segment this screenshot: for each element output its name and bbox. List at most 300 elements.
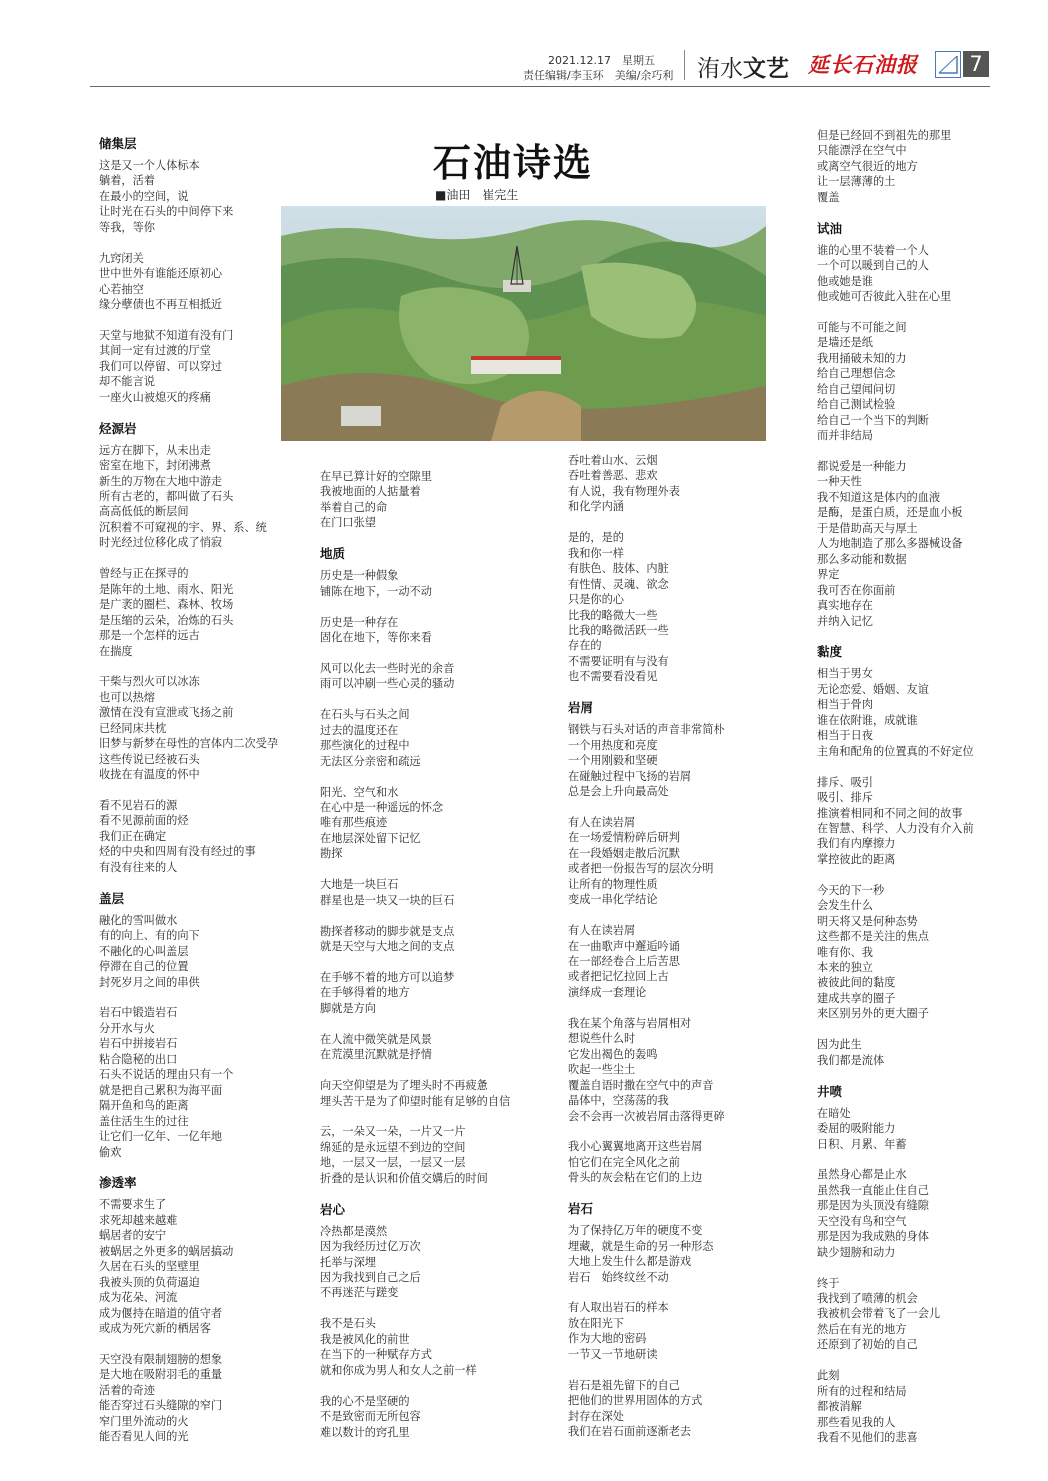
poem-stanza [99, 798, 279, 875]
poem-line: 因为此生 [817, 1038, 862, 1052]
oilfield-landscape-photo [281, 206, 766, 441]
poem-line: 作为大地的密码 [568, 1332, 647, 1346]
poem-line: 是大地在吸附羽毛的重量 [99, 1368, 223, 1382]
poem-title: 岩石 [568, 1201, 594, 1217]
poem-line: 就是天空与大地之间的支点 [320, 940, 455, 954]
poem-line: 在手够得着的地方 [320, 986, 410, 1000]
poem-title: 盖层 [99, 890, 125, 906]
poem-line: 在门口张望 [320, 516, 376, 530]
poem-title: 渗透率 [99, 1175, 137, 1191]
poem-line: 虽然身心都是止水 [817, 1168, 907, 1182]
poem-line: 掌控彼此的距离 [817, 852, 896, 866]
poem-line: 在人流中微笑就是风景 [320, 1032, 432, 1046]
poem-line: 会不会再一次被岩屑击落得更碎 [568, 1109, 725, 1123]
poem-line: 封死岁月之间的串供 [99, 975, 200, 989]
editor-credits: 责任编辑/李玉环 美编/余巧利 [523, 69, 674, 82]
poem-line: 人为地制造了那么多器械设备 [817, 537, 963, 551]
poem-stanza [320, 1224, 540, 1301]
poem-line: 那些看见我的人 [817, 1415, 896, 1429]
poem-line: 偷欢 [99, 1145, 122, 1159]
poem-column-4 [817, 128, 997, 1461]
section-name: 洧水文艺 [697, 56, 789, 82]
poem-line: 我们有内摩擦力 [817, 837, 896, 851]
poem-line: 历史是一种存在 [320, 615, 399, 629]
poem-line: 等我，等你 [99, 220, 155, 234]
poem-stanza [99, 674, 279, 782]
poem-line: 或成为死穴新的栖居客 [99, 1322, 211, 1336]
poem-line: 那么多动能和数据 [817, 552, 907, 566]
poem-line: 在一场爱情粉碎后研判 [568, 831, 680, 845]
poem-line: 岩石是祖先留下的自己 [568, 1378, 680, 1392]
poem-line: 云，一朵又一朵，一片又一片 [320, 1125, 466, 1139]
page-number: 7 [963, 51, 989, 77]
poem-line: 分开水与火 [99, 1021, 155, 1035]
poem-line: 看不见源前面的烃 [99, 814, 189, 828]
poem-line: 吞吐着山水、云烟 [568, 454, 658, 467]
poem-stanza [817, 1276, 997, 1353]
poem-title: 黏度 [817, 644, 843, 660]
poem-line: 比我的略微大一些 [568, 608, 658, 622]
poem-line: 在一段婚姻走散后沉默 [568, 846, 680, 860]
newspaper-logo: 延长石油报 [808, 52, 918, 77]
poem-line: 有人说，我有物理外表 [568, 484, 680, 498]
corner-mark-icon [935, 51, 961, 78]
poem-line: 固化在地下，等你来看 [320, 631, 432, 645]
poem-line: 天堂与地狱不知道有没有门 [99, 328, 234, 342]
poem-line: 勘探者移动的脚步就是支点 [320, 924, 455, 938]
poem-line: 我不是石头 [320, 1317, 376, 1331]
poem-stanza [568, 1378, 788, 1440]
poem-stanza [320, 615, 540, 646]
poem-line: 心若抽空 [99, 282, 144, 296]
poem-line: 被彼此间的黏度 [817, 976, 896, 990]
poem-line: 虽然我一直能止住自己 [817, 1183, 929, 1197]
poem-line: 把他们的世界用固体的方式 [568, 1394, 703, 1408]
poem-line: 停滞在自己的位置 [99, 960, 189, 974]
poem-line: 这些都不是关注的焦点 [817, 930, 929, 944]
poem-line: 它发出褐色的轰鸣 [568, 1047, 658, 1061]
poem-line: 活着的奇迹 [99, 1383, 155, 1397]
poem-line: 粘合隐秘的出口 [99, 1052, 178, 1066]
poem-line: 还原到了初始的自己 [817, 1338, 918, 1352]
poem-line: 那是一个怎样的远古 [99, 629, 200, 643]
poem-line: 变成一串化学结论 [568, 893, 658, 907]
poem-line: 给自己一个当下的判断 [817, 413, 929, 427]
poem-line: 然后在有光的地方 [817, 1322, 907, 1336]
poem-line: 有人在读岩屑 [568, 924, 636, 938]
poem-line: 就是把自己累积为海平面 [99, 1083, 223, 1097]
poem-line: 缺少翅膀和动力 [817, 1245, 896, 1259]
poem-line: 但是已经回不到祖先的那里 [817, 129, 952, 142]
poem-line: 骨头的灰会粘在它们的上边 [568, 1171, 703, 1185]
poem-line: 我们都是流体 [817, 1053, 885, 1067]
poem-line: 岩石中锻造岩石 [99, 1006, 178, 1020]
poem-line: 求死却越来越难 [99, 1213, 178, 1227]
poem-line: 不融化的心叫盖层 [99, 944, 189, 958]
poem-line: 却不能言说 [99, 375, 155, 389]
poem-line: 在当下的一种赋存方式 [320, 1348, 432, 1362]
poem-stanza [99, 328, 279, 405]
poem-line: 此刻 [817, 1369, 840, 1383]
poem-line: 都被消解 [817, 1400, 862, 1414]
poem-line: 其间一定有过渡的厅堂 [99, 344, 211, 358]
poem-line: 看不见岩石的源 [99, 799, 178, 813]
poem-line: 密室在地下，封闭沸煮 [99, 459, 211, 473]
poem-line: 界定 [817, 568, 840, 582]
poem-stanza [99, 1005, 279, 1160]
poem-line: 给自己理想信念 [817, 367, 896, 381]
poem-line: 天空没有鸟和空气 [817, 1214, 907, 1228]
poem-line: 时光经过位移化成了悄寂 [99, 536, 223, 550]
poem-line: 可能与不可能之间 [817, 320, 907, 334]
poem-line: 岩石 始终纹丝不动 [568, 1270, 669, 1284]
poem-line: 今天的下一秒 [817, 883, 885, 897]
poem-line: 终于 [817, 1276, 840, 1290]
poem-line: 相当于男女 [817, 667, 873, 681]
poem-line: 是广袤的圈栏、森林、牧场 [99, 598, 234, 612]
poem-line: 都说爱是一种能力 [817, 460, 907, 474]
poem-stanza [320, 877, 540, 908]
poem-title: 岩心 [320, 1201, 346, 1217]
poem-line: 难以数计的窍孔里 [320, 1425, 410, 1439]
poem-line: 他或她可否彼此入驻在心里 [817, 290, 952, 304]
poem-line: 主角和配角的位置真的不好定位 [817, 744, 974, 758]
poem-stanza [99, 1197, 279, 1336]
poem-line: 那些演化的过程中 [320, 739, 410, 753]
poem-column-3 [568, 453, 788, 1455]
poem-stanza [817, 1368, 997, 1445]
poem-line: 就和你成为男人和女人之前一样 [320, 1363, 477, 1377]
poem-line: 激情在没有宣泄或飞扬之前 [99, 706, 234, 720]
poem-stanza [568, 815, 788, 908]
poem-line: 因为我经历过亿万次 [320, 1240, 421, 1254]
poem-stanza [568, 1300, 788, 1362]
poem-line: 有性情、灵魂、欲念 [568, 577, 669, 591]
poem-line: 能否穿过石头缝隙的窄门 [99, 1399, 223, 1413]
poem-line: 这是又一个人体标本 [99, 159, 200, 172]
poem-line: 演绎成一套理论 [568, 985, 647, 999]
poem-line: 我小心翼翼地离开这些岩屑 [568, 1140, 703, 1154]
poem-line: 远方在脚下，从未出走 [99, 443, 211, 457]
poem-line: 冷热都是漠然 [320, 1224, 388, 1238]
poem-line: 而并非结局 [817, 429, 873, 443]
article-title: 石油诗选 [433, 141, 594, 185]
poem-line: 一个用刚毅和坚硬 [568, 754, 658, 768]
poem-line: 岩石中拼接岩石 [99, 1037, 178, 1051]
poem-line: 唯有你、我 [817, 945, 873, 959]
poem-line: 大地上发生什么都是游戏 [568, 1255, 692, 1269]
poem-line: 新生的万物在大地中游走 [99, 474, 223, 488]
poem-line: 或者把记忆拉回上古 [568, 970, 669, 984]
poem-line: 在手够不着的地方可以追梦 [320, 970, 455, 984]
poem-line: 让所有的物理性质 [568, 877, 658, 891]
poem-stanza [817, 243, 997, 305]
poem-stanza [320, 1316, 540, 1378]
poem-line: 是的，是的 [568, 531, 624, 545]
poem-line: 雨可以冲刷一些心灵的骚动 [320, 677, 455, 691]
poem-line: 过去的温度还在 [320, 723, 399, 737]
poem-line: 不需要求生了 [99, 1198, 167, 1212]
poem-line: 那是因为我成熟的身体 [817, 1230, 929, 1244]
poem-stanza [320, 707, 540, 769]
poem-line: 他或她是谁 [817, 274, 873, 288]
poem-line: 相当于日夜 [817, 729, 873, 743]
poem-line: 窄门里外流动的火 [99, 1414, 189, 1428]
poem-line: 并纳入记忆 [817, 614, 873, 628]
poem-line: 日积、月累、年蓄 [817, 1137, 907, 1151]
poem-line: 因为我找到自己之后 [320, 1271, 421, 1285]
poem-line: 或者把一份报告写的层次分明 [568, 862, 714, 876]
poem-line: 建成共享的圈子 [817, 991, 896, 1005]
poem-line: 唯有那些痕迹 [320, 816, 388, 830]
poem-line: 也可以热熔 [99, 690, 155, 704]
poem-line: 大地是一块巨石 [320, 878, 399, 892]
poem-line: 这些传说已经被石头 [99, 752, 200, 766]
poem-line: 铺陈在地下，一动不动 [320, 584, 432, 598]
poem-line: 让一层薄薄的土 [817, 175, 896, 189]
poem-line: 我被地面的人掂量着 [320, 485, 421, 499]
poem-stanza [320, 785, 540, 862]
poem-column-1 [99, 134, 279, 1460]
poem-line: 让时光在石头的中间停下来 [99, 205, 234, 219]
poem-stanza [320, 661, 540, 692]
poem-line: 成为偃持在暗道的值守者 [99, 1306, 223, 1320]
poem-line: 是压缩的云朵，冶炼的石头 [99, 613, 234, 627]
poem-line: 能否看见人间的光 [99, 1430, 189, 1444]
poem-stanza [568, 1016, 788, 1124]
poem-line: 有的向上、有的向下 [99, 929, 200, 943]
poem-title: 地质 [320, 546, 346, 562]
poem-line: 一座火山被熄灭的疼痛 [99, 390, 211, 404]
poem-line: 石头不说话的理由只有一个 [99, 1068, 234, 1082]
poem-line: 在碰触过程中飞扬的岩屑 [568, 769, 692, 783]
poem-stanza [99, 1352, 279, 1445]
poem-line: 在早已算计好的空隙里 [320, 470, 432, 483]
poem-line: 不是致密而无所包容 [320, 1410, 421, 1424]
poem-line: 是墙还是纸 [817, 336, 873, 350]
poem-line: 我们可以停留、可以穿过 [99, 359, 223, 373]
poem-line: 放在阳光下 [568, 1316, 624, 1330]
poem-line: 有肤色、肢体、内脏 [568, 562, 669, 576]
poem-line: 历史是一种假象 [320, 569, 399, 583]
poem-line: 比我的略微活跃一些 [568, 623, 669, 637]
poem-line: 让它们一亿年、一亿年地 [99, 1130, 223, 1144]
poem-line: 有人在读岩屑 [568, 815, 636, 829]
poem-line: 钢铁与石头对话的声音非常简朴 [568, 723, 725, 737]
poem-line: 怕它们在完全风化之前 [568, 1155, 680, 1169]
poem-line: 曾经与正在探寻的 [99, 567, 189, 581]
poem-line: 我被机会带着飞了一会儿 [817, 1307, 941, 1321]
poem-line: 存在的 [568, 639, 602, 653]
poem-line: 地，一层又一层，一层又一层 [320, 1156, 466, 1170]
poem-line: 我们正在确定 [99, 829, 167, 843]
poem-line: 无法区分亲密和疏远 [320, 754, 421, 768]
poem-line: 于是借助高天与厚土 [817, 521, 918, 535]
poem-line: 折叠的是认识和价值交媾后的时间 [320, 1171, 488, 1185]
poem-stanza [568, 722, 788, 799]
poem-stanza [568, 453, 788, 515]
poem-line: 在一部经卷合上后苦思 [568, 954, 680, 968]
poem-line: 我在某个角落与岩屑相对 [568, 1016, 692, 1030]
poem-line: 总是会上升向最高处 [568, 785, 669, 799]
poem-line: 委屈的吸附能力 [817, 1122, 896, 1136]
poem-line: 九窍闭关 [99, 251, 144, 265]
poem-stanza [320, 469, 540, 531]
poem-line: 隔开鱼和鸟的距离 [99, 1099, 189, 1113]
poem-stanza [568, 530, 788, 685]
poem-line: 一节又一节地研读 [568, 1347, 658, 1361]
poem-line: 晶体中，空荡荡的我 [568, 1094, 669, 1108]
article-byline: ■油田 崔完生 [435, 188, 519, 202]
poem-stanza [817, 1106, 997, 1152]
poem-line: 缘分孽债也不再互相抵近 [99, 298, 223, 312]
poem-line: 会发生什么 [817, 899, 873, 913]
poem-line: 在暗处 [817, 1106, 851, 1120]
poem-line: 一种天性 [817, 475, 862, 489]
poem-line: 群星也是一块又一块的巨石 [320, 893, 455, 907]
poem-stanza [817, 1167, 997, 1260]
poem-line: 给自己望闻问切 [817, 382, 896, 396]
poem-line: 我不知道这是体内的血液 [817, 490, 941, 504]
poem-stanza [817, 775, 997, 868]
poem-line: 我的心不是坚硬的 [320, 1394, 410, 1408]
poem-line: 推演着相同和不同之间的故事 [817, 806, 963, 820]
poem-line: 我们在岩石面前逐渐老去 [568, 1425, 692, 1439]
poem-stanza [817, 883, 997, 1022]
poem-stanza [320, 924, 540, 955]
poem-line: 我可否在你面前 [817, 583, 896, 597]
poem-line: 在荒漠里沉默就是抒情 [320, 1048, 432, 1062]
poem-line: 本来的独立 [817, 961, 873, 975]
poem-line: 是酶，是蛋白质，还是血小板 [817, 506, 963, 520]
poem-stanza [320, 1078, 540, 1109]
poem-line: 脚就是方向 [320, 1001, 376, 1015]
poem-line: 为了保持亿万年的硬度不变 [568, 1224, 703, 1238]
poem-stanza [99, 443, 279, 551]
poem-line: 绵延的是永远望不到边的空间 [320, 1140, 466, 1154]
poem-line: 久居在石头的坚壁里 [99, 1260, 200, 1274]
poem-stanza [817, 128, 997, 205]
poem-line: 也不需要看没看见 [568, 670, 658, 684]
poem-line: 在智慧、科学、人力没有介入前 [817, 821, 974, 835]
poem-line: 不需要证明有与没有 [568, 654, 669, 668]
poem-line: 世中世外有谁能还原初心 [99, 267, 223, 281]
poem-line: 封存在深处 [568, 1409, 624, 1423]
poem-line: 向天空仰望是为了埋头时不再疲惫 [320, 1079, 488, 1093]
poem-line: 或离空气很近的地方 [817, 159, 918, 173]
poem-line: 所有的过程和结局 [817, 1384, 907, 1398]
poem-stanza [99, 566, 279, 659]
poem-line: 覆盖自语时撒在空气中的声音 [568, 1078, 714, 1092]
poem-stanza [320, 970, 540, 1016]
poem-stanza [817, 320, 997, 444]
poem-stanza [320, 1032, 540, 1063]
poem-line: 所有古老的，都叫做了石头 [99, 490, 234, 504]
header-rule [90, 86, 990, 87]
poem-line: 谁的心里不装着一个人 [817, 243, 929, 257]
poem-line: 我和你一样 [568, 546, 624, 560]
poem-line: 天空没有限制翅膀的想象 [99, 1352, 223, 1366]
poem-line: 想说些什么时 [568, 1032, 636, 1046]
poem-line: 吞吐着善恶、悲欢 [568, 469, 658, 483]
poem-stanza [320, 1394, 540, 1440]
poem-line: 我用捅破未知的力 [817, 351, 907, 365]
poem-title: 试油 [817, 220, 843, 236]
poem-line: 相当于骨肉 [817, 698, 873, 712]
poem-line: 吸引、排斥 [817, 791, 873, 805]
poem-line: 在地层深处留下记忆 [320, 831, 421, 845]
poem-line: 那是因为头顶没有缝隙 [817, 1199, 929, 1213]
poem-stanza [99, 913, 279, 990]
poem-line: 在心中是一种遥远的怀念 [320, 800, 444, 814]
poem-line: 在揣度 [99, 644, 133, 658]
poem-line: 在最小的空间，说 [99, 189, 189, 203]
poem-line: 谁在依附谁，成就谁 [817, 713, 918, 727]
poem-line: 无论恋爱、婚姻、友谊 [817, 682, 929, 696]
poem-line: 在一曲歌声中邂逅吟诵 [568, 939, 680, 953]
poem-line: 蜗居者的安宁 [99, 1229, 167, 1243]
poem-line: 在石头与石头之间 [320, 708, 410, 722]
poem-line: 埋头苦干是为了仰望时能有足够的自信 [320, 1094, 511, 1108]
poem-line: 我被头顶的负荷逼迫 [99, 1275, 200, 1289]
poem-line: 躺着，活着 [99, 174, 155, 188]
poem-line: 有人取出岩石的样本 [568, 1301, 669, 1315]
poem-line: 是陈年的土地、雨水、阳光 [99, 582, 234, 596]
poem-line: 被蜗居之外更多的蜗居搞动 [99, 1244, 234, 1258]
poem-line: 收拢在有温度的怀中 [99, 768, 200, 782]
poem-line: 有没有往来的人 [99, 860, 178, 874]
header-divider [684, 50, 685, 80]
poem-line: 埋藏，就是生命的另一种形态 [568, 1239, 714, 1253]
poem-line: 来区别另外的更大圈子 [817, 1007, 929, 1021]
poem-line: 给自己测试检验 [817, 398, 896, 412]
poem-line: 勘探 [320, 847, 343, 861]
poem-line: 旧梦与新梦在母性的宫体内二次受孕 [99, 737, 279, 751]
poem-line: 已经同床共枕 [99, 721, 167, 735]
poem-line: 高高低低的断层间 [99, 505, 189, 519]
poem-stanza [320, 1124, 540, 1186]
poem-line: 排斥、吸引 [817, 775, 873, 789]
poem-line: 真实地存在 [817, 599, 873, 613]
poem-line: 明天将又是何种态势 [817, 914, 918, 928]
poem-line: 举着自己的命 [320, 500, 388, 514]
poem-line: 只是你的心 [568, 593, 624, 607]
poem-title: 岩屑 [568, 700, 594, 716]
poem-line: 我找到了喷薄的机会 [817, 1292, 918, 1306]
poem-line: 风可以化去一些时光的余音 [320, 661, 455, 675]
poem-line: 阳光、空气和水 [320, 785, 399, 799]
poem-line: 吹起一些尘土 [568, 1063, 636, 1077]
poem-stanza [568, 923, 788, 1000]
poem-line: 我看不见他们的悲喜 [817, 1431, 918, 1445]
poem-line: 干柴与烈火可以冰冻 [99, 675, 200, 689]
poem-line: 一个可以暖到自己的人 [817, 259, 929, 273]
poem-stanza [99, 158, 279, 235]
poem-stanza [817, 1037, 997, 1068]
poem-line: 盖住活生生的过往 [99, 1114, 189, 1128]
poem-line: 只能漂浮在空气中 [817, 144, 907, 158]
poem-line: 覆盖 [817, 190, 840, 204]
poem-column-2 [320, 469, 540, 1455]
poem-stanza [320, 568, 540, 599]
poem-line: 和化学内涵 [568, 500, 624, 514]
poem-stanza [817, 459, 997, 629]
poem-line: 融化的雪叫做水 [99, 913, 178, 927]
poem-title: 井喷 [817, 1083, 843, 1099]
poem-stanza [99, 251, 279, 313]
poem-line: 不再迷茫与蹉变 [320, 1286, 399, 1300]
poem-line: 一个用热度和亮度 [568, 738, 658, 752]
